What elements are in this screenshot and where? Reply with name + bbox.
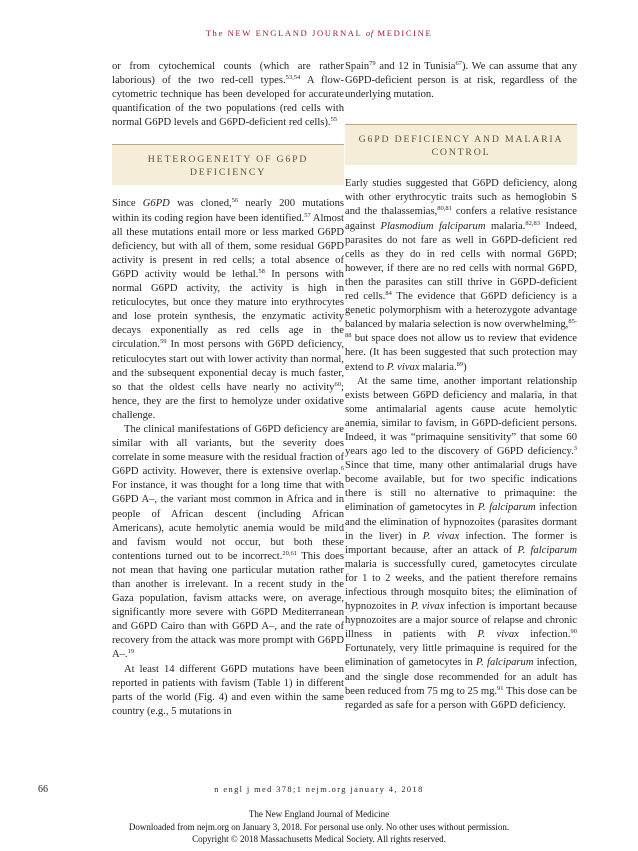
text: The evidence that G6PD deficiency is a genetic polymorphism with a heterozygote advantage balanced by malaria selection is now overwhelming, [345,291,577,331]
paragraph [345,177,577,374]
text: The clinical manifestations of G6PD deficiency are similar with all variants, but the severity does correlate in some measure with the residual fraction of G6PD activity. However, there is extensive overlap. [112,423,344,478]
text: ; hence, they are the first to hemolyze under oxidative challenge. [112,381,344,421]
paragraph [345,60,577,102]
text: was cloned, [169,198,232,210]
text: or from cytochemical counts (which are rather laborious) of the two red-cell types. [112,61,344,87]
text: This dose can be regarded as safe for a person with G6PD deficiency. [345,685,577,711]
notice-journal: The New England Journal of Medicine [248,809,390,819]
paragraph: At least 14 different G6PD mutations have been reported in patients with favism (Table 1) in different parts of the world (Fig. 4) and even within the same country (e.g., 5 mutations in [112,663,344,717]
reference[interactable]: 84 [385,290,392,298]
species-name: P. vivax [422,530,460,542]
text: Almost all these mutations entail more or less marked G6PD deficiency, but with all of them, some residual G6PD activity is present in red cells; a total absence of G6PD activity would be lethal. [112,212,344,280]
journal-title-of: of [365,28,374,38]
reference[interactable]: 67 [455,60,462,67]
section-heading-malaria-control: G6PD DEFICIENCY AND MALARIA CONTROL [345,124,577,165]
text: ). We can assume that any G6PD-deficient person is at risk, regardless of the underlying mutation. [345,61,578,101]
text: nearly 200 mutations within its coding region have been identified. [112,198,344,224]
left-column [112,60,344,719]
reference[interactable]: 82,83 [525,219,541,227]
text: infection is important because hypnozoites are a major source of relapse and chronic illness in patients with [345,601,577,641]
species-name: P. falciparum [517,544,577,556]
download-notice [0,808,638,846]
text: infection and the elimination of hypnozoites (parasites dormant in the liver) in [345,502,577,542]
running-head [0,28,638,38]
text: Fortunately, very little primaquine is required for the elimination of gametocytes in [345,643,577,669]
species-name: Plasmodium falciparum [380,220,486,232]
text: Since [112,198,143,210]
reference[interactable]: 57 [304,211,311,219]
paragraph [112,60,344,130]
text: infection. [518,629,571,641]
reference[interactable]: 89 [456,360,464,368]
reference[interactable]: 55 [330,116,338,124]
reference[interactable]: 60 [334,380,342,388]
species-name: P. falciparum [476,657,534,669]
journal-title-pre: The NEW ENGLAND JOURNAL [205,28,366,38]
footer-citation: n engl j med 378;1 nejm.org january 4, 2018 [214,785,424,794]
text: and 12 in Tunisia [375,61,456,72]
reference[interactable]: 85-88 [345,318,577,340]
text: In most persons with G6PD deficiency, reticulocytes start out with lower activity than normal, and the subsequent exponential decay is much faster, so that the oldest cells have nearly no activity [112,339,344,393]
reference[interactable]: 53,54 [285,74,301,82]
paragraph [345,375,577,713]
text: Since that time, many other antimalarial drugs have become available, but for two specific indications there is still no alternative to primaquine: the elimination of gametocytes in [345,460,577,514]
text: ) [463,361,467,373]
species-name: P. falciparum [477,502,536,514]
text: Spain [345,61,370,72]
journal-title-post: MEDICINE [373,28,433,38]
species-name: P. vivax [411,601,445,613]
reference[interactable]: 6 [340,465,344,473]
text: malaria is successfully cured, gametocytes circulate for 1 to 2 weeks, and the patient therefore remains infectious through mosquito bites; the elimination of hypnozoites in [345,558,577,613]
reference[interactable]: 58 [258,267,265,275]
text: but space does not allow us to review that evidence here. (It has been suggested that such protection may extend to [345,333,577,373]
text: For instance, it was thought for a long time that with G6PD A–, the variant most common in Africa and in people of African descent (including African Americans), acute hemolytic anemia would be mild and favism would not occur, but both these contentions turned out to be incorrect. [112,480,344,562]
text: In persons with normal G6PD activity, the activity is high in reticulocytes, but once they mature into erythrocytes and lose protein synthesis, the enzymatic activity decays exponentially as red cells age in the circulation. [112,268,344,351]
species-name: P. vivax [477,629,519,641]
text: confers a relative resistance against [345,206,577,232]
page-number: 66 [38,784,48,795]
text: infection. The former is important because, after an attack of [345,530,578,556]
reference[interactable]: 59 [159,338,167,346]
text: At the same time, another important relationship exists between G6PD deficiency and malaria, in that some antimalarial agents cause acute hemolytic anemia, similar to favism, in G6PD-deficient persons. Indeed, it was “primaquine sensitivity” that some 60 years ago led to the discovery of G6PD deficiency. [345,375,577,458]
reference[interactable]: 90 [570,628,577,636]
text: malaria. [485,220,526,232]
species-name: P. vivax [386,361,420,373]
paragraph [112,423,344,663]
text: malaria. [419,361,457,373]
text: Early studies suggested that G6PD deficiency, along with other erythrocytic traits such as hemoglobin S and the thalassemias, [345,178,577,218]
right-column [345,60,577,713]
text: infection, and the single dose recommended for an adult has been reduced from 75 mg to 25 mg. [345,657,577,697]
text: Indeed, parasites do not fare as well in G6PD-deficient red cells as they do in red cells with normal G6PD; however, if there are no red cells with normal G6PD, then the parasites can still thrive in G6PD-deficient red cells. [345,220,578,303]
reference[interactable]: 80,81 [437,205,452,213]
notice-download: Downloaded from nejm.org on January 3, 2018. For personal use only. No other uses without permission. [128,821,510,832]
text: This does not mean that having one particular mutation rather than another is irrelevant. In a recent study in the Gaza population, favism attacks were, on average, significantly more severe with G6PD Mediterranean and G6PD Cairo than with G6PD A–, and the rate of recovery from the attack was more prompt with G6PD A–. [112,550,344,661]
notice-copyright: Copyright © 2018 Massachusetts Medical Society. All rights reserved. [192,834,446,844]
reference[interactable]: 56 [231,197,239,205]
section-heading-heterogeneity: HETEROGENEITY OF G6PD DEFICIENCY [112,144,344,185]
paragraph [112,197,344,423]
reference[interactable]: 19 [127,648,135,656]
reference[interactable]: 79 [369,60,376,67]
text: A flow-cytometric technique has been developed for accurate quantification of the two populations (red cells with normal G6PD levels and G6PD-deficient red cells). [112,75,344,129]
gene-name: G6PD [142,198,170,210]
reference[interactable]: 20,61 [282,549,297,557]
reference[interactable]: 3 [573,445,577,453]
reference[interactable]: 91 [497,684,504,692]
